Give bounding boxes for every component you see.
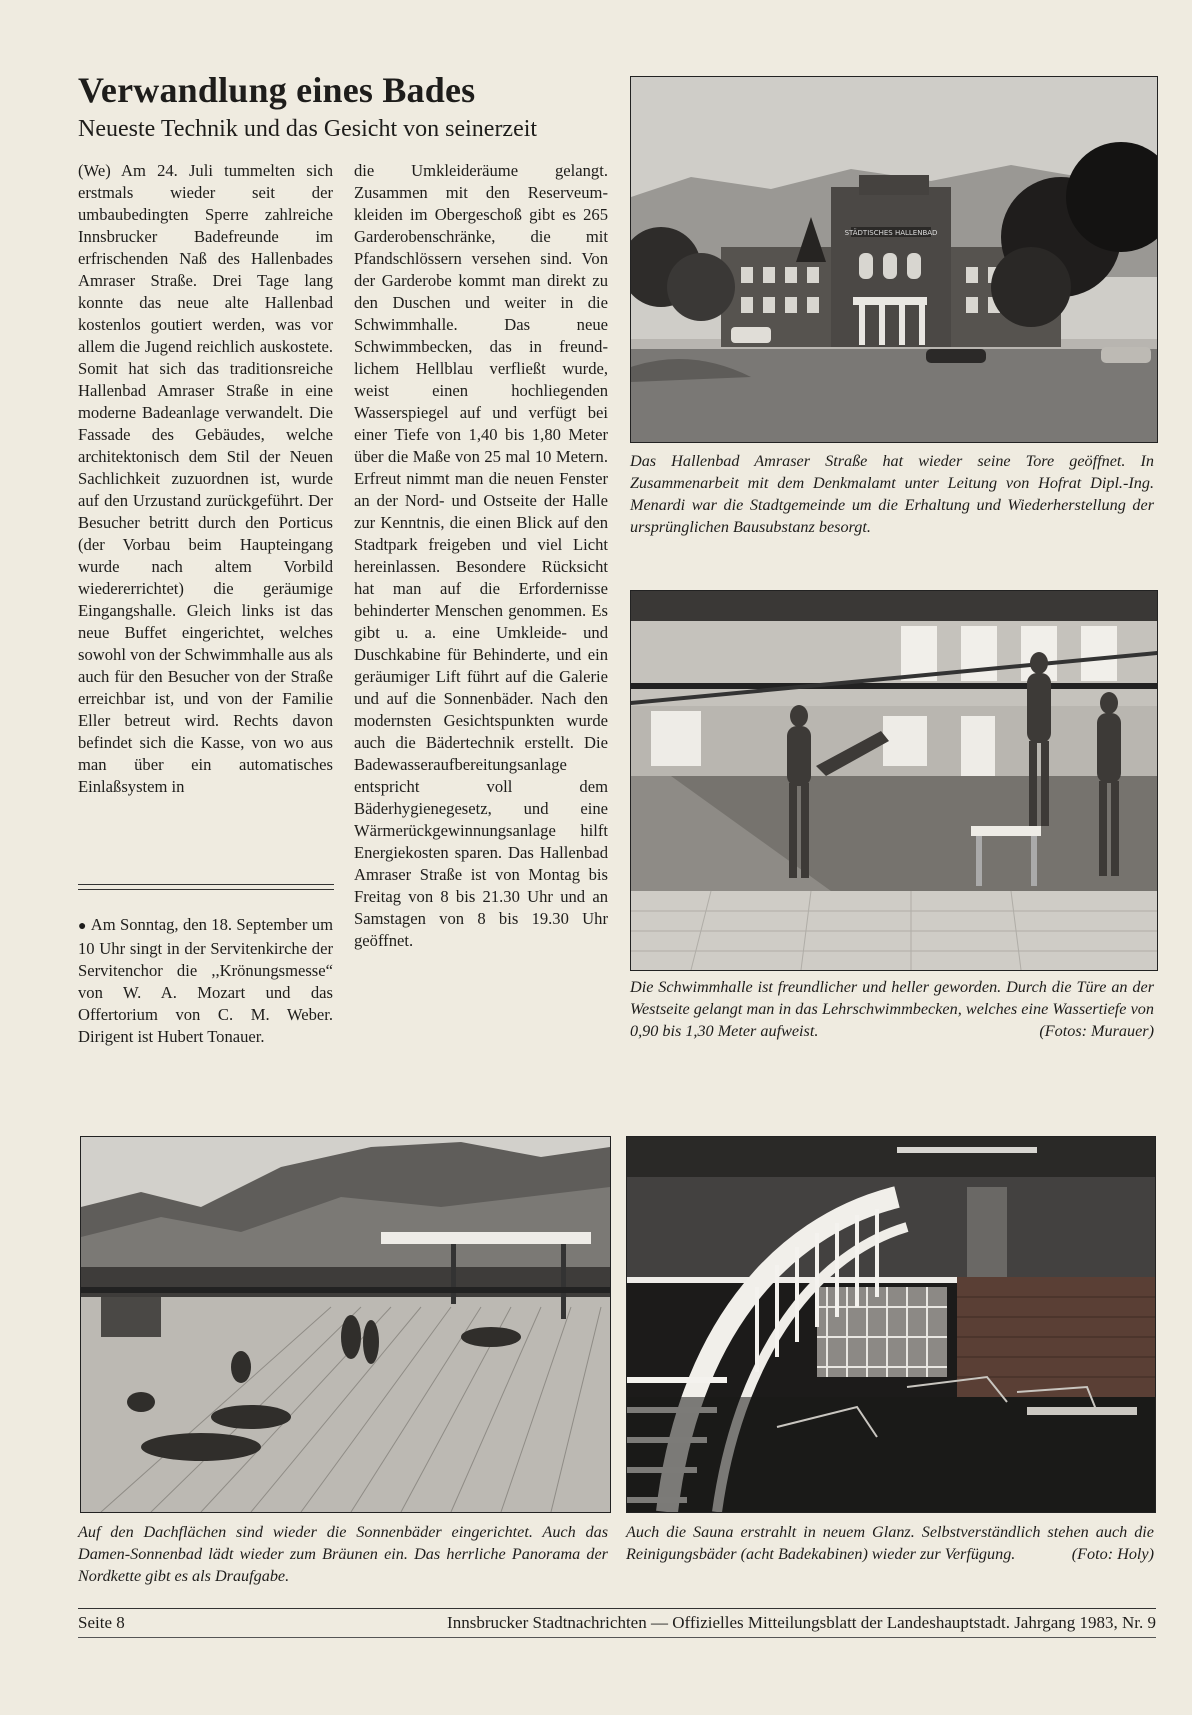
- caption-roof-terrace: Auf den Dachflächen sind wieder die Sonnenbäder eingerichtet. Auch das Damen-Sonnenbad lädt wieder zum Bräunen ein. Das herrliche Panorama der Nordkette gibt es als Draufgabe.: [78, 1523, 608, 1585]
- footer-divider-bottom: [78, 1637, 1156, 1638]
- article-column-2: [354, 160, 608, 952]
- article-headline: Verwandlung eines Bades: [78, 70, 476, 110]
- article-text-col1: (We) Am 24. Juli tummelten sich erstmals wieder seit der umbaubedingten Sperre zahlreiche Innsbrucker Badefreunde im erfrischenden Naß des Hallenbades Amraser Straße. Drei Tage lang konnte das neue alte Hallenbad kostenlos goutiert werden, was vor allem die Jugend reichlich auskostete. Somit hat sich das traditionsreiche Hallenbad Amraser Straße in eine moderne Badeanlage verwandelt. Die Fassade des Gebäudes, welche architektonisch dem Stil der Neuen Sachlichkeit zuzuordnen ist, wurde auf den Urzustand zurückgeführt. Der Besucher betritt durch den Porticus (der Vorbau beim Haupteingang wurde nach altem Vorbild wiedererrichtet) die geräumige Eingangshalle. Gleich links ist das neue Buffet eingerichtet, welches sowohl von der Schwimmhalle aus als auch für den Besucher von der Straße erreichbar ist, und von der Familie Eller betreut wird. Rechts davon befindet sich die Kasse, von wo aus man über ein automatisches Einlaßsystem in: [78, 161, 333, 796]
- article-column-1: [78, 160, 333, 798]
- bullet-icon: ●: [78, 919, 87, 934]
- article-subheadline: Neueste Technik und das Gesicht von seinerzeit: [78, 116, 538, 142]
- photo-credit-murauer: (Fotos: Murauer): [1039, 1022, 1154, 1040]
- photo-credit-holy: (Foto: Holy): [1071, 1545, 1154, 1563]
- caption-facade: Das Hallenbad Amraser Straße hat wieder seine Tore geöffnet. In Zusammenarbeit mit dem Denkmalamt unter Leitung von Hofrat Dipl.-Ing. Menardi war die Stadtgemeinde um die Erhaltung und Wiederherstellung der ursprünglichen Bausubstanz besorgt.: [630, 452, 1154, 536]
- concert-notice: [78, 914, 333, 1048]
- photo-roof-terrace: [80, 1136, 611, 1513]
- article-text-col2: die Umkleideräume gelangt. Zusammen mit den Reserveumkleiden im Obergeschoß gibt es 265 Garderobenschränke, die mit Pfandschlössern versehen sind. Von der Garderobe kommt man direkt zu den Duschen und weiter in die Schwimmhalle. Das neue Schwimmbecken, das in freundlichem Hellblau verfließt wurde, weist einen hochliegenden Wasserspiegel auf und verfügt bei einer Tiefe von 1,40 bis 1,80 Meter über die Maße von 25 mal 10 Metern. Erfreut nimmt man die neuen Fenster an der Nord- und Ostseite der Halle zur Kenntnis, die einen Blick auf den Stadtpark freigeben und viel Licht hereinlassen. Besondere Rücksicht hat man auf die Erfordernisse behinderter Menschen genommen. Es gibt u. a. eine Umkleide- und Duschkabine für Behinderte, und ein geräumiger Lift führt auf die Galerie und auf die Sonnenbäder. Nach den modernsten Gesichtspunkten wurde auch die Bädertechnik erstellt. Die Badewasseraufbereitungsanlage entspricht voll dem Bäderhygienegesetz, und eine Wärmerückgewinnungsanlage hilft Energiekosten sparen. Das Hallenbad Amraser Straße ist von Montag bis Freitag von 8 bis 21.30 Uhr und an Samstagen von 8 bis 19.30 Uhr geöffnet.: [354, 161, 608, 950]
- photo-hallenbad-facade: [630, 76, 1158, 443]
- photo-swimming-hall: [630, 590, 1158, 971]
- caption-swimming-hall: [630, 976, 1154, 1042]
- notice-text: Am Sonntag, den 18. September um 10 Uhr singt in der Servitenkirche der Servitenchor die ,,Krönungsmesse“ von W. A. Mozart und das Offertorium von C. M. Weber. Dirigent ist Hubert Tonauer.: [78, 915, 333, 1046]
- caption-hall-text: Die Schwimmhalle ist freundlicher und heller geworden. Durch die Türe an der Westseite gelangt man in das Lehrschwimmbecken, welches eine Wassertiefe von 0,90 bis 1,30 Meter aufweist.: [630, 978, 1154, 1040]
- caption-sauna: [626, 1521, 1154, 1565]
- caption-sauna-text: Auch die Sauna erstrahlt in neuem Glanz. Selbstverständlich stehen auch die Reinigungsbäder (acht Badekabinen) wieder zur Verfügung.: [626, 1523, 1154, 1563]
- facade-sign: STÄDTISCHES HALLENBAD: [844, 229, 938, 237]
- photo-sauna: [626, 1136, 1156, 1513]
- footer-divider: [78, 1608, 1156, 1609]
- publication-line: Innsbrucker Stadtnachrichten — Offizielles Mitteilungsblatt der Landeshauptstadt. Jahrgang 1983, Nr. 9: [447, 1613, 1156, 1632]
- page-number: Seite 8: [78, 1613, 125, 1632]
- notice-divider: [78, 884, 334, 890]
